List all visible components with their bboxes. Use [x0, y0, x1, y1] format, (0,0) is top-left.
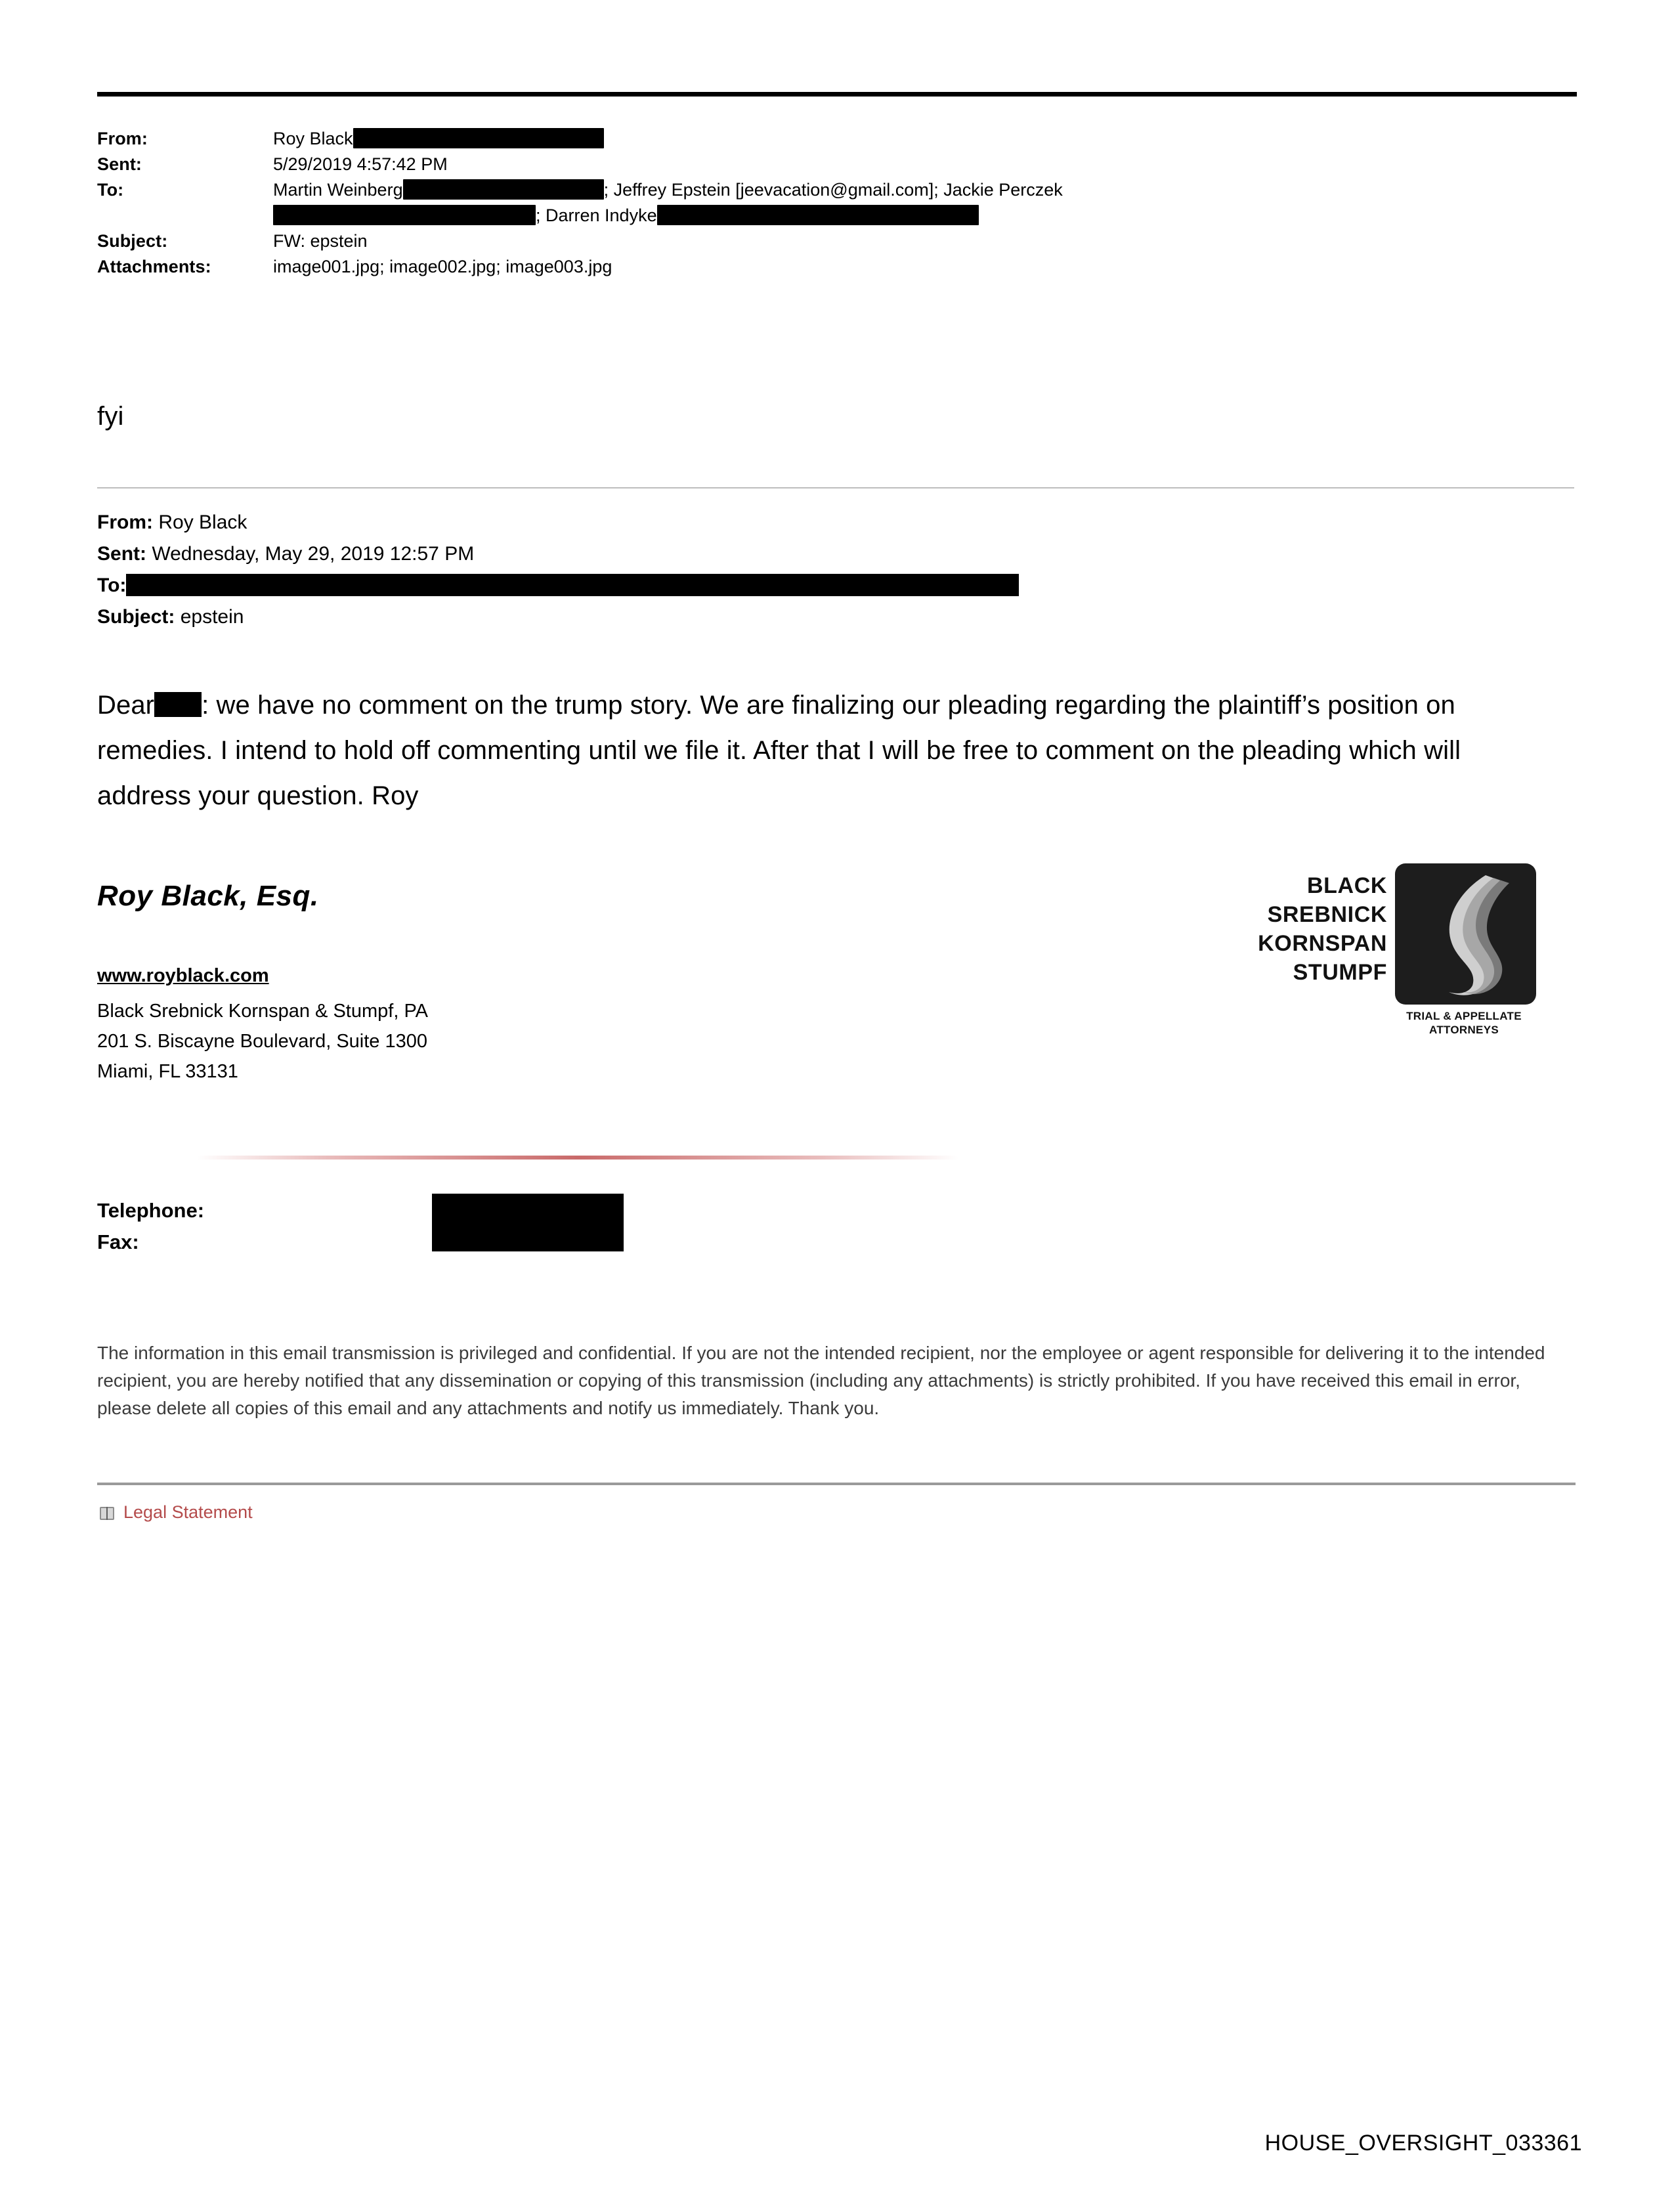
quoted-value-sent: Wednesday, May 29, 2019 12:57 PM: [152, 543, 475, 565]
quoted-email-header: [97, 507, 1577, 633]
firm-logo-tagline-2: ATTORNEYS: [1429, 1024, 1499, 1036]
body-text: : we have no comment on the trump story. We are finalizing our pleading regarding the plaintiff’s position on remedies. I intend to hold off commenting until we file it. After that I will be free to comment on the pleading which will address your question. Roy: [97, 691, 1461, 810]
to-name-1: Martin Weinberg: [273, 180, 403, 200]
quoted-row-from: [97, 507, 1577, 538]
signature-gradient-divider: [197, 1156, 958, 1160]
redaction-to-email-3: [657, 205, 979, 225]
legal-statement-link[interactable]: [98, 1502, 253, 1523]
telephone-label: Telephone:: [97, 1199, 205, 1222]
quoted-row-sent: [97, 538, 1577, 570]
bates-number: HOUSE_OVERSIGHT_033361: [1264, 2131, 1582, 2156]
header-label-from: From:: [97, 129, 148, 148]
redaction-salutation-name: [154, 692, 202, 717]
firm-logo-line-3: KORNSPAN: [1258, 931, 1387, 956]
quoted-row-to: [97, 570, 1577, 601]
quoted-value-from: Roy Black: [158, 511, 247, 533]
quoted-label-subject: Subject:: [97, 606, 175, 628]
book-icon: [98, 1505, 116, 1522]
header-label-to: To:: [97, 180, 124, 200]
fax-label: Fax:: [97, 1230, 139, 1253]
from-name: Roy Black: [273, 129, 353, 148]
firm-logo-tagline-1: TRIAL & APPELLATE: [1406, 1010, 1522, 1022]
signature-name: Roy Black, Esq.: [97, 880, 319, 912]
confidentiality-disclaimer: The information in this email transmission is privileged and confidential. If you are not the intended recipient, nor the employee or agent responsible for delivering it to the intended recipient, you are hereby notified that any dissemination or copying of this transmission (including any attachments) is strictly prohibited. If you have received this email in error, please delete all copies of this email and any attachments and notify us immediately. Thank you.: [97, 1343, 1545, 1418]
redaction-to-email-2: [273, 205, 536, 225]
quoted-label-from: From:: [97, 511, 153, 533]
quoted-label-sent: Sent:: [97, 543, 146, 565]
firm-logo-line-4: STUMPF: [1293, 960, 1387, 985]
quoted-value-subject: epstein: [180, 606, 244, 628]
firm-logo-tagline: [1382, 1009, 1546, 1037]
firm-logo-line-1: BLACK: [1307, 873, 1387, 898]
header-value-subject: FW: epstein: [273, 231, 368, 251]
email-header: [97, 126, 1577, 280]
salutation-prefix: Dear: [97, 691, 155, 720]
signature-city: Miami, FL 33131: [97, 1061, 238, 1082]
quoted-row-subject: [97, 601, 1577, 633]
legal-statement-label: Legal Statement: [123, 1502, 253, 1522]
header-value-sent: 5/29/2019 4:57:42 PM: [273, 154, 448, 174]
redaction-to-email-1: [403, 179, 604, 200]
header-row-from: [97, 126, 1577, 152]
firm-logo-line-2: SREBNICK: [1267, 902, 1387, 927]
redaction-phone-numbers: [432, 1194, 624, 1251]
redaction-quoted-to: [126, 574, 1019, 596]
header-row-sent: [97, 152, 1577, 177]
header-value-attachments: image001.jpg; image002.jpg; image003.jpg: [273, 257, 612, 276]
header-label-sent: Sent:: [97, 154, 142, 174]
header-value-to: [273, 177, 1577, 228]
header-row-attachments: [97, 254, 1577, 280]
header-value-from: [273, 126, 1577, 152]
header-label-subject: Subject:: [97, 231, 168, 251]
firm-logo-wordmark: [1218, 871, 1387, 987]
signature-address-block: [97, 996, 428, 1087]
contact-block: [97, 1195, 425, 1258]
redaction-from-email: [353, 128, 604, 148]
top-divider: [97, 92, 1577, 97]
header-row-subject: [97, 228, 1577, 254]
quoted-message-body: [97, 683, 1561, 819]
header-row-to: [97, 177, 1577, 228]
telephone-row: [97, 1195, 425, 1226]
quoted-label-to: To:: [97, 575, 127, 596]
signature-street: 201 S. Biscayne Boulevard, Suite 1300: [97, 1031, 427, 1052]
signature-firm: Black Srebnick Kornspan & Stumpf, PA: [97, 1001, 428, 1022]
header-label-attachments: Attachments:: [97, 257, 211, 276]
to-names-2: ; Jeffrey Epstein [jeevacation@gmail.com]; Jackie Perczek: [603, 180, 1063, 200]
to-name-3: ; Darren Indyke: [536, 206, 657, 225]
signature-website-link[interactable]: www.royblack.com: [97, 965, 269, 986]
firm-logo: [1218, 863, 1546, 1067]
message-body-fyi: fyi: [97, 402, 124, 431]
fax-row: [97, 1226, 425, 1258]
quoted-message-divider: [97, 487, 1574, 488]
firm-logo-mark-icon: [1395, 863, 1536, 1005]
footer-divider: [97, 1483, 1576, 1485]
